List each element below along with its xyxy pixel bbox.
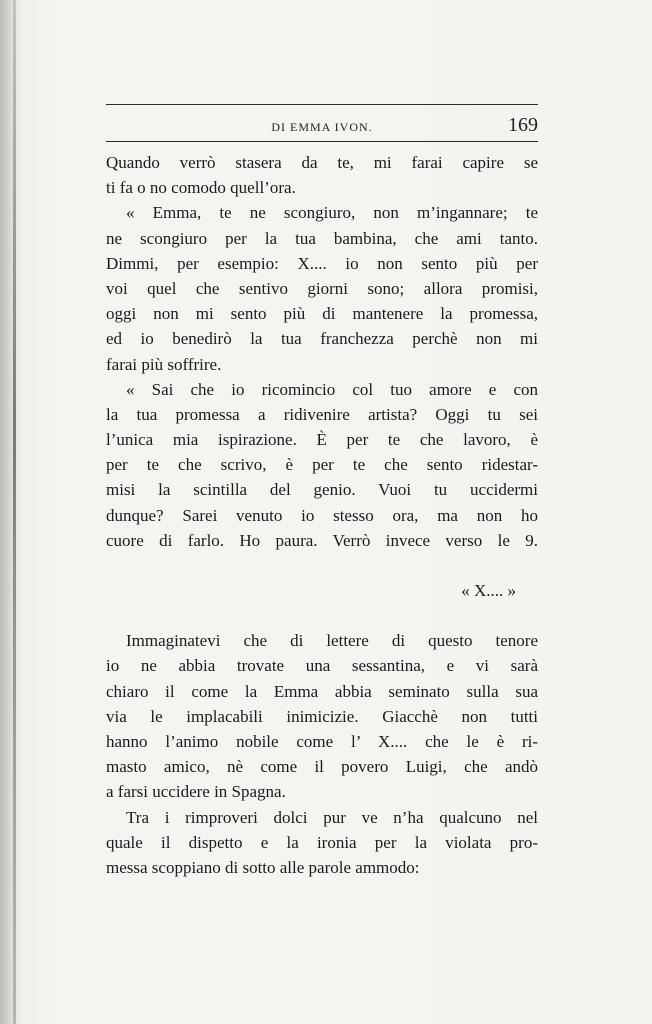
header-bottom-rule xyxy=(106,141,538,142)
running-header xyxy=(106,114,538,139)
text-line: masto amico, nè come il povero Luigi, che andò xyxy=(106,757,538,777)
text-line: hanno l’animo nobile come l’ X.... che le è ri- xyxy=(106,731,538,751)
text-line: Quando verrò stasera da te, mi farai capire se xyxy=(106,153,538,172)
text-line: ed io benedirò la tua franchezza perchè non mi xyxy=(106,329,538,349)
text-line: chiaro il come la Emma abbia seminato sulla sua xyxy=(106,681,538,701)
page-edge-shadow xyxy=(0,0,14,1024)
text-line: voi quel che sentivo giorni sono; allora promisi, xyxy=(106,278,538,298)
text-line: dunque? Sarei venuto io stesso ora, ma non ho xyxy=(106,505,538,525)
text-line: quale il dispetto e la ironia per la violata pro- xyxy=(106,832,538,852)
text-line: l’unica mia ispirazione. È per te che lavoro, è xyxy=(106,430,538,450)
text-line: messa scoppiano di sotto alle parole ammodo: xyxy=(106,857,420,877)
text-line: Dimmi, per esempio: X.... io non sento più per xyxy=(106,253,538,273)
letter-signature: « X.... » xyxy=(461,581,516,600)
text-line: farai più soffrire. xyxy=(106,354,222,374)
header-top-rule xyxy=(106,104,538,105)
text-line: ti fa o no comodo quell’ora. xyxy=(106,178,296,198)
running-title: DI EMMA IVON. xyxy=(271,120,373,134)
text-line: Immaginatevi che di lettere di questo tenore xyxy=(126,631,538,651)
text-line: « Emma, te ne scongiuro, non m’ingannare; te xyxy=(126,203,538,223)
text-line: misi la scintilla del genio. Vuoi tu uccidermi xyxy=(106,480,538,500)
text-line: oggi non mi sento più di mantenere la promessa, xyxy=(106,304,538,324)
text-line: la tua promessa a ridivenire artista? Oggi tu sei xyxy=(106,404,538,424)
text-line: a farsi uccidere in Spagna. xyxy=(106,782,286,802)
text-line: « Sai che io ricomincio col tuo amore e con xyxy=(126,379,538,399)
page-text xyxy=(106,150,538,880)
text-line: io ne abbia trovate una sessantina, e vi sarà xyxy=(106,656,538,676)
binding-edge-line xyxy=(13,0,16,1024)
text-line: ne scongiuro per la tua bambina, che ami tanto. xyxy=(106,228,538,248)
text-line: Tra i rimproveri dolci pur ve n’ha qualcuno nel xyxy=(126,807,538,827)
page-number: 169 xyxy=(508,114,538,136)
text-line: cuore di farlo. Ho paura. Verrò invece verso le 9. xyxy=(106,530,538,550)
text-line: per te che scrivo, è per te che sento ridestar- xyxy=(106,455,538,475)
text-line: via le implacabili inimicizie. Giacchè non tutti xyxy=(106,706,538,726)
